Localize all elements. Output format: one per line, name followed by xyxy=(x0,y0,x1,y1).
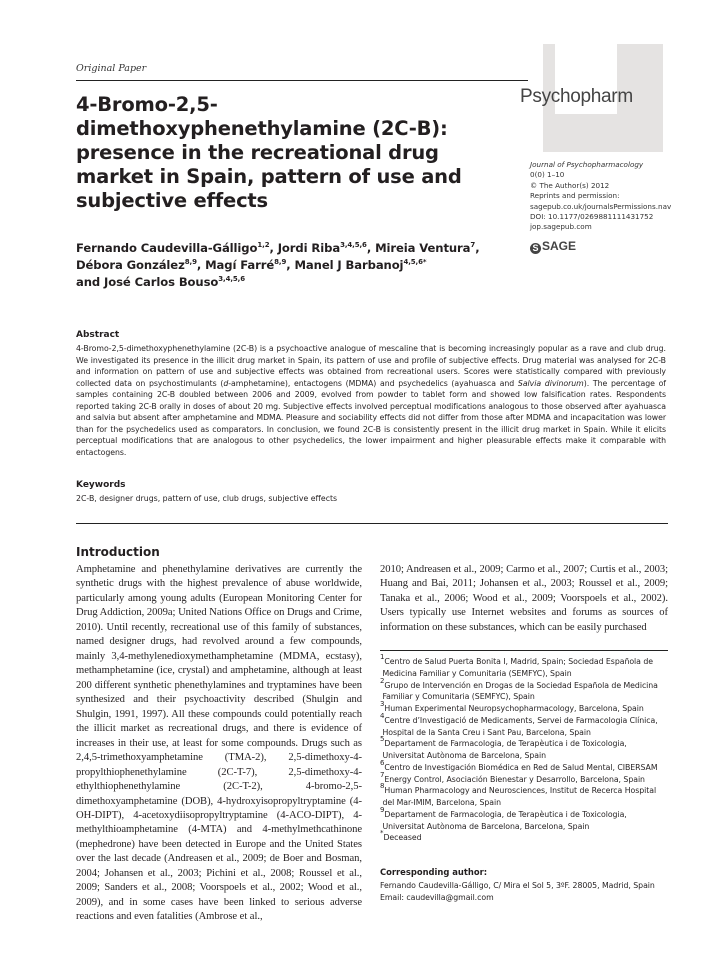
affiliation-line: Universitat Autònoma de Barcelona, Barcelona, Spain xyxy=(382,821,590,831)
author-affiliation-ref: 8,9 xyxy=(274,258,287,266)
affiliation-line: Hospital de la Santa Creu i Sant Pau, Barcelona, Spain xyxy=(382,727,591,737)
journal-info-line: Journal of Psychopharmacology xyxy=(530,160,644,169)
author-affiliation-ref: 3,4,5,6 xyxy=(340,241,367,249)
introduction-heading: Introduction xyxy=(76,545,160,559)
article-title: 4-Bromo-2,5-dimethoxyphenethylamine (2C-B): presence in the recreational drug market in Spain, pattern of use and subjective effects xyxy=(76,93,462,212)
body-column-right: 2010; Andreasen et al., 2009; Carmo et al., 2007; Curtis et al., 2003; Huang and Bai, 2011; Johansen et al., 2003; Roussel et al., 2009; Tanaka et al., 2006; Wood et al., 2009; Voorspoels et al., 2002). Users typically use Internet websites and forums as sources of information on these substances, which can be easily purchased xyxy=(380,564,668,633)
author-name: Manel J Barbanoj xyxy=(294,258,404,272)
author-affiliation-ref: 1,2 xyxy=(257,241,270,249)
section-label: Original Paper xyxy=(76,63,147,74)
journal-info-doi[interactable]: DOI: 10.1177/0269881111431752 xyxy=(530,212,654,222)
author-name: Magí Farré xyxy=(205,258,275,272)
affiliation-line: $^5$Departament de Farmacologia, de Terapèutica i de Toxicologia, xyxy=(380,735,627,749)
corresponding-author-heading: Corresponding author: xyxy=(380,867,488,877)
affiliation-line: del Mar-IMIM, Barcelona, Spain xyxy=(382,798,502,807)
author-affiliation-ref: 3,4,5,6 xyxy=(218,275,246,283)
journal-info-line: © The Author(s) 2012 xyxy=(530,180,610,190)
affiliation-line: *Deceased xyxy=(380,829,422,843)
affiliation-line: $^2$Grupo de Intervención en Drogas de la Sociedad Española de Medicina xyxy=(380,676,658,690)
author-list: Fernando Caudevilla-Gálligo$^{1,2}$, Jordi Riba$^{3,4,5,6}$, Mireia Ventura$^7$, Débora González$^{8,9}$, Magí Farré$^{8,9}$, Manel J Barbanoj$^{4,5,6*}$ and José Carlos Bouso$^{3,4,5,6}$ xyxy=(76,241,480,289)
affiliation-line: $^9$Departament de Farmacologia, de Terapèutica i de Toxicologia, xyxy=(380,805,627,819)
affiliations-rule xyxy=(380,650,668,651)
affiliation-line: Familiar y Comunitaria (SEMFYC), Spain xyxy=(382,692,535,702)
author-name: and José Carlos Bouso xyxy=(76,275,219,289)
keywords-list: 2C-B, designer drugs, pattern of use, club drugs, subjective effects xyxy=(76,494,338,503)
body-column-left: Amphetamine and phenethylamine derivatives are currently the synthetic drugs with the highest prevalence of abuse worldwide, particularly among young adults (European Monitoring Center for Drug Addiction, 2009a; United Nations Office on Drugs and Crime, 2010). Until recently, recreational use of this family of substances, named designer drugs, had revolved around a few compounds, mainly 3,4-methylenedioxymethamphetamine (MDMA, ecstasy), methamphetamine (ice, crystal) and amphetamine, although at least 200 different synthetic phenethylamines and tryptamines have been synthesized and their psychoactivity described (Shulgin and Shulgin, 1991, 1997). All these compounds could potentially reach the illicit market as recreational drugs, and there is evidence of increases in their use, at least for some compounds. Drugs such as 2,4,5-trimethoxyamphetamine (TMA-2), 2,5-dimethoxy-4-propylthiophenethylamine (2C-T-7), 2,5-dimethoxy-4-ethylthiophenethylamine (2C-T-2), 4-bromo-2,5-dimethoxyamphetamine (DOB), 4-hydroxyisopropyltryptamine (4-OH-DIPT), 4-acetoxydiisopropyltryptamine (4-ACO-DIPT), 4-methylthioamphetamine (4-MTA) and 4-methylmethcathinone (mephedrone) have been detected in Europe and the United States over the last decade (Andreasen et al., 2009; de Boer and Bosman, 2004; Johansen et al., 2003; Pichini et al., 2008; Roussel et al., 2009; Sanders et al., 2008; Voorspoels et al., 2002; Wood et al., 2009), and in some cases have been linked to serious adverse reactions and even fatalities (Ambrose et al., xyxy=(76,564,362,923)
affiliation-line: $^3$Human Experimental Neuropsychopharmacology, Barcelona, Spain xyxy=(380,700,644,713)
sage-logo-icon: S xyxy=(530,243,541,254)
author-name: Fernando Caudevilla-Gálligo xyxy=(76,241,258,255)
author-name: Mireia Ventura xyxy=(375,241,471,255)
author-affiliation-ref: 8,9 xyxy=(184,258,197,266)
author-name: Jordi Riba xyxy=(277,241,341,255)
affiliation-line: $^7$Energy Control, Asociación Bienestar y Desarrollo, Barcelona, Spain xyxy=(380,770,645,784)
corresponding-author-email[interactable]: Email: caudevilla@gmail.com xyxy=(380,892,494,902)
journal-info-link[interactable]: jop.sagepub.com xyxy=(530,222,592,232)
journal-logo-name: Psychopharm xyxy=(520,86,633,107)
abstract-heading: Abstract xyxy=(76,330,120,340)
affiliation-line: Universitat Autònoma de Barcelona, Spain xyxy=(382,751,546,760)
header-rule xyxy=(76,80,528,81)
journal-info xyxy=(530,160,690,233)
journal-info-link[interactable]: sagepub.co.uk/journalsPermissions.nav xyxy=(530,201,672,211)
affiliation-line: $^6$Centro de Investigación Biomédica en Red de Salud Mental, CIBERSAM xyxy=(380,758,658,772)
journal-info-line: 0(0) 1–10 xyxy=(530,170,565,180)
corresponding-author-address: Fernando Caudevilla-Gálligo, C/ Mira el Sol 5, 3ºF. 28005, Madrid, Spain xyxy=(380,881,655,890)
author-affiliation-ref: 4,5,6* xyxy=(403,258,427,266)
publisher-name: SAGE xyxy=(542,239,577,253)
journal-info-line: Reprints and permission: xyxy=(530,191,620,201)
affiliations-list xyxy=(380,653,680,844)
keywords-heading: Keywords xyxy=(76,480,126,490)
author-affiliation-ref: 7 xyxy=(470,241,476,249)
author-name: Débora González xyxy=(76,258,185,272)
affiliation-line: $^1$Centro de Salud Puerta Bonita I, Madrid, Spain; Sociedad Española de xyxy=(380,653,653,666)
affiliation-line: $^8$Human Pharmacology and Neurosciences, Institut de Recerca Hospital xyxy=(380,782,657,796)
section-rule xyxy=(76,523,668,524)
abstract-body: 4-Bromo-2,5-dimethoxyphenethylamine (2C-B) is a psychoactive analogue of mescaline that is becoming increasingly popular as a rave and club drug. We investigated its presence in the illicit drug market in Spain, its pattern of use and profile of subjective effects. Drug material was analysed for 2C-B and information on pattern of use and subjective effects was obtained from recreational users. Scores were statistically compared with previously collected data on psychostimulants (d-amphetamine), entactogens (MDMA) and psychedelics (ayahuasca and Salvia divinorum). The percentage of samples containing 2C-B doubled between 2006 and 2009, evolved from powder to tablet form and showed low falsification rates. Respondents reported taking 2C-B orally in doses of about 20 mg. Subjective effects involved perceptual modifications analogous to those observed after ayahuasca and salvia but absent after amphetamine and MDMA. Pleasure and sociability effects did not differ from those after MDMA and incapacitation was lower than for the psychedelics used as comparators. In conclusion, we found 2C-B is consistently present in the illicit drug market in Spain. While it elicits perceptual modifications that are analogous to other psychedelics, the lower impairment and higher pleasurable effects make it comparable with entactogens. xyxy=(76,344,666,457)
affiliation-line: $^4$Centre d’Investigació de Medicaments, Servei de Farmacologia Clínica, xyxy=(380,711,658,725)
affiliation-line: Medicina Familiar y Comunitaria (SEMFYC), Spain xyxy=(382,668,572,678)
corresponding-author-details xyxy=(380,880,680,903)
